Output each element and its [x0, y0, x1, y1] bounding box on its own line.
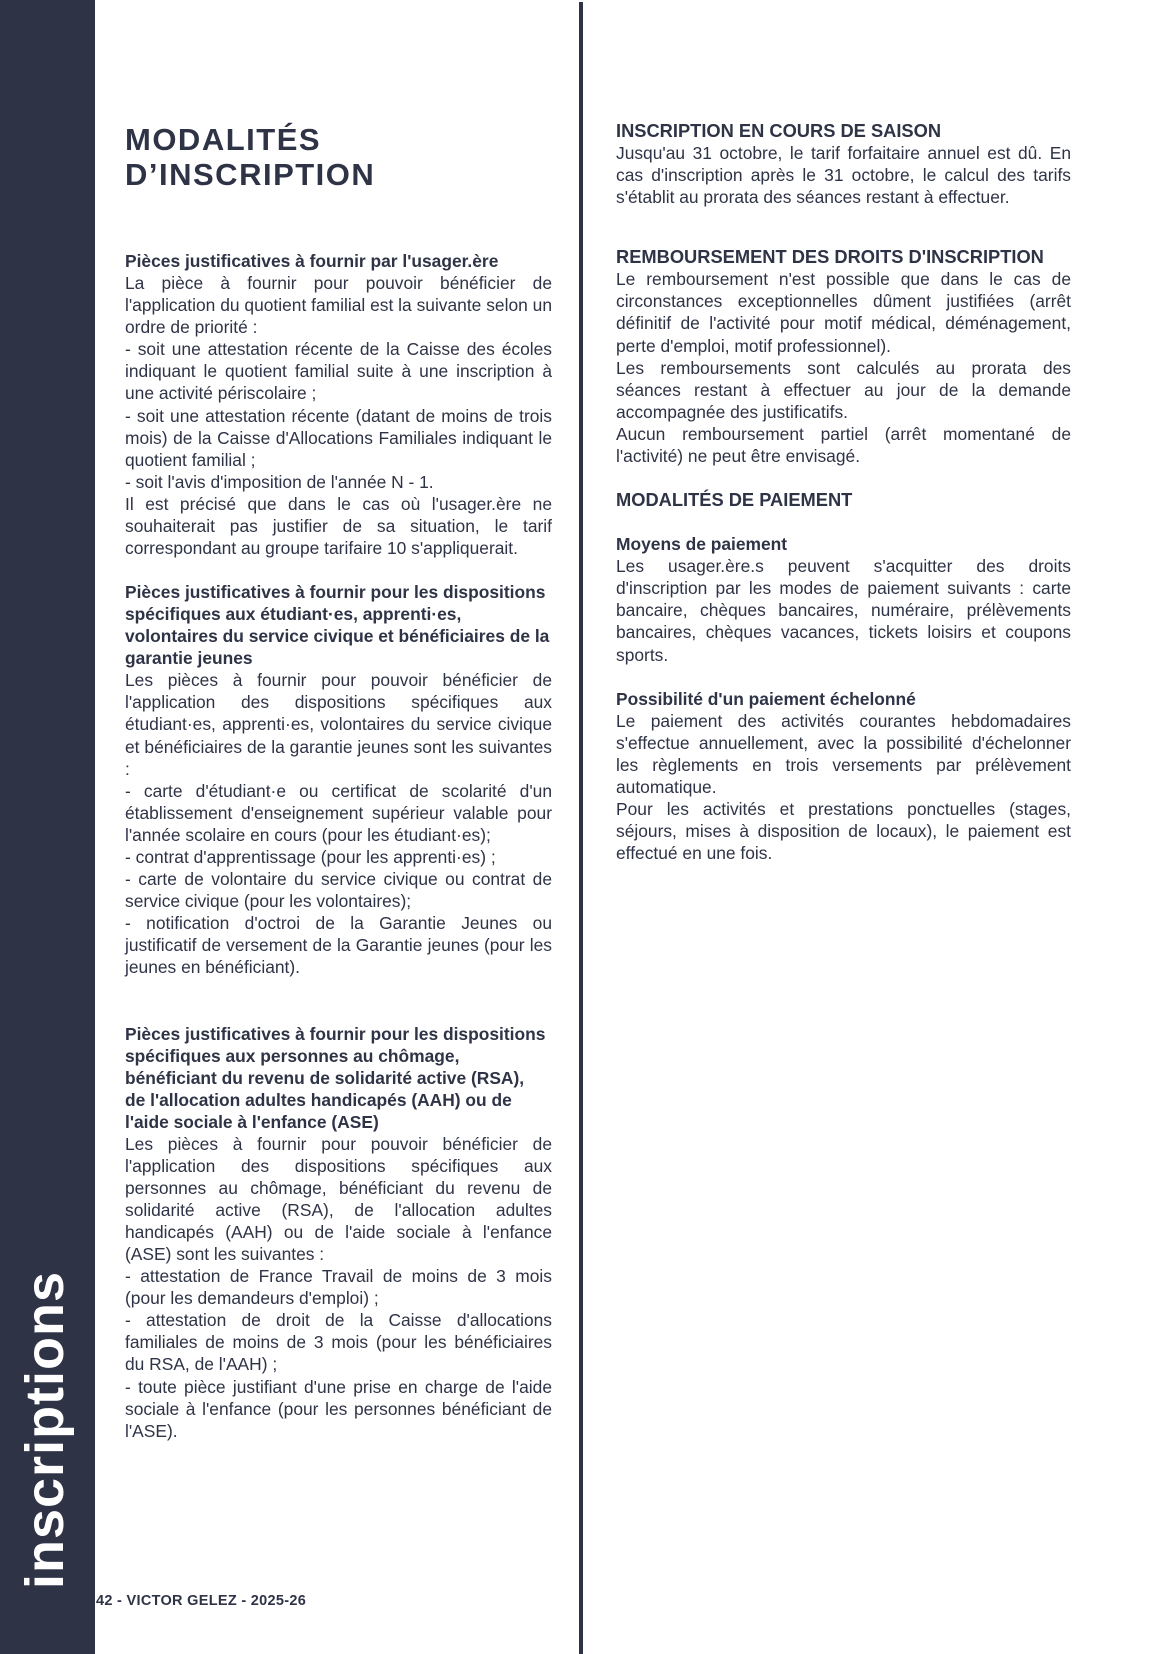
section-usager-item: - soit une attestation récente de la Caisse des écoles indiquant le quotient familial suite à une inscription à une activité périscolaire ; [125, 339, 552, 404]
section-etudiants [125, 581, 552, 978]
section-remboursement-body: Aucun remboursement partiel (arrêt momentané de l'activité) ne peut être envisagé. [616, 423, 1071, 467]
page-title [125, 122, 552, 192]
moyens-paiement-body: Les usager.ère.s peuvent s'acquitter des droits d'inscription par les modes de paiement suivants : carte bancaire, chèques bancaires, numéraire, prélèvements bancaires, chèques vacances, tickets loisirs et coupons sports. [616, 556, 1071, 665]
section-chomage-item: - attestation de France Travail de moins de 3 mois (pour les demandeurs d'emploi) ; [125, 1266, 552, 1309]
paiement-echelonne-body: Le paiement des activités courantes hebdomadaires s'effectue annuellement, avec la possibilité d'échelonner les règlements en trois versements par prélèvement automatique. [616, 710, 1071, 797]
section-remboursement [616, 246, 1071, 467]
moyens-paiement-heading: Moyens de paiement [616, 534, 788, 555]
paiement-echelonne-heading: Possibilité d'un paiement échelonné [616, 688, 916, 709]
paiement-echelonne-body: Pour les activités et prestations ponctuelles (stages, séjours, mises à disposition de locaux), le paiement est effectué en une fois. [616, 798, 1071, 864]
right-column [616, 118, 1071, 864]
section-etudiants-intro: Les pièces à fournir pour pouvoir bénéficier de l'application des dispositions spécifiques aux étudiant·es, apprenti·es, volontaires du service civique et bénéficiaires de la garantie jeunes sont les suivantes : [125, 670, 552, 779]
section-inscription-saison-heading: INSCRIPTION EN COURS DE SAISON [616, 120, 942, 141]
section-usager-heading: Pièces justificatives à fournir par l'usager.ère [125, 251, 499, 271]
section-etudiants-item: - carte d'étudiant·e ou certificat de scolarité d'un établissement d'enseignement supérieur valable pour l'année scolaire en cours (pour les étudiant·es); [125, 780, 552, 845]
section-etudiants-item: - carte de volontaire du service civique ou contrat de service civique (pour les volontaires); [125, 869, 552, 912]
page-title-line1: MODALITÉS [125, 122, 322, 157]
section-usager [125, 250, 552, 559]
section-chomage [125, 1023, 552, 1442]
section-etudiants-item: - notification d'octroi de la Garantie Jeunes ou justificatif de versement de la Garantie jeunes (pour les jeunes en bénéficiant). [125, 913, 552, 978]
section-chomage-heading: Pièces justificatives à fournir pour les dispositions spécifiques aux personnes au chômage, bénéficiant du revenu de solidarité active (RSA), [125, 1023, 546, 1088]
section-etudiants-heading: Pièces justificatives à fournir pour les dispositions spécifiques aux étudiant·es, apprenti·es, volontaires du service civique et bénéficiaires de la garantie jeunes [125, 582, 550, 669]
column-divider [579, 2, 583, 1654]
sidebar-band [0, 0, 95, 1654]
section-remboursement-heading: REMBOURSEMENT DES DROITS D'INSCRIPTION [616, 246, 1044, 268]
section-inscription-saison [616, 120, 1071, 208]
section-inscription-saison-body: Jusqu'au 31 octobre, le tarif forfaitaire annuel est dû. En cas d'inscription après le 31 octobre, le calcul des tarifs s'établit au prorata des séances restant à effectuer. [616, 143, 1071, 208]
section-usager-item: - soit une attestation récente (datant de moins de trois mois) de la Caisse d'Allocations Familiales indiquant le quotient familial ; [125, 405, 552, 470]
section-usager-note: Il est précisé que dans le cas où l'usager.ère ne souhaiterait pas justifier de sa situation, le tarif correspondant au groupe tarifaire 10 s'appliquerait. [125, 493, 552, 559]
section-chomage-item: - attestation de droit de la Caisse d'allocations familiales de moins de 3 mois (pour les bénéficiaires du RSA, de l'AAH) ; [125, 1310, 552, 1375]
section-paiement-heading: MODALITÉS DE PAIEMENT [616, 489, 853, 511]
section-remboursement-body: Les remboursements sont calculés au prorata des séances restant à effectuer au jour de la demande accompagnée des justificatifs. [616, 357, 1071, 422]
page-title-line2: D’INSCRIPTION [125, 157, 376, 192]
section-remboursement-body: Le remboursement n'est possible que dans le cas de circonstances exceptionnelles dûment justifiées (arrêt définitif de l'activité pour motif médical, déménagement, perte d'emploi, motif professionnel). [616, 269, 1071, 356]
sidebar-section-label: inscriptions [15, 1270, 75, 1589]
section-chomage-intro: Les pièces à fournir pour pouvoir bénéficier de l'application des dispositions spécifiques aux personnes au chômage, bénéficiant du revenu de solidarité active (RSA), de l'allocation adultes handicapés (AAH) ou de l'aide sociale à l'enfance (ASE) sont les suivantes : [125, 1133, 552, 1264]
section-paiement [616, 489, 1071, 864]
page-footer: 42 - VICTOR GELEZ - 2025-26 [96, 1593, 307, 1609]
left-column [125, 118, 552, 1442]
section-chomage-item: - toute pièce justifiant d'une prise en charge de l'aide sociale à l'enfance (pour les personnes bénéficiant de l'ASE). [125, 1376, 552, 1441]
section-chomage-heading-cont: de l'allocation adultes handicapés (AAH) ou de l'aide sociale à l'enfance (ASE) [125, 1089, 512, 1132]
section-usager-item: - soit l'avis d'imposition de l'année N - 1. [125, 471, 434, 492]
section-etudiants-item: - contrat d'apprentissage (pour les apprenti·es) ; [125, 846, 496, 867]
section-usager-intro: La pièce à fournir pour pouvoir bénéficier de l'application du quotient familial est la suivante selon un ordre de priorité : [125, 273, 552, 338]
